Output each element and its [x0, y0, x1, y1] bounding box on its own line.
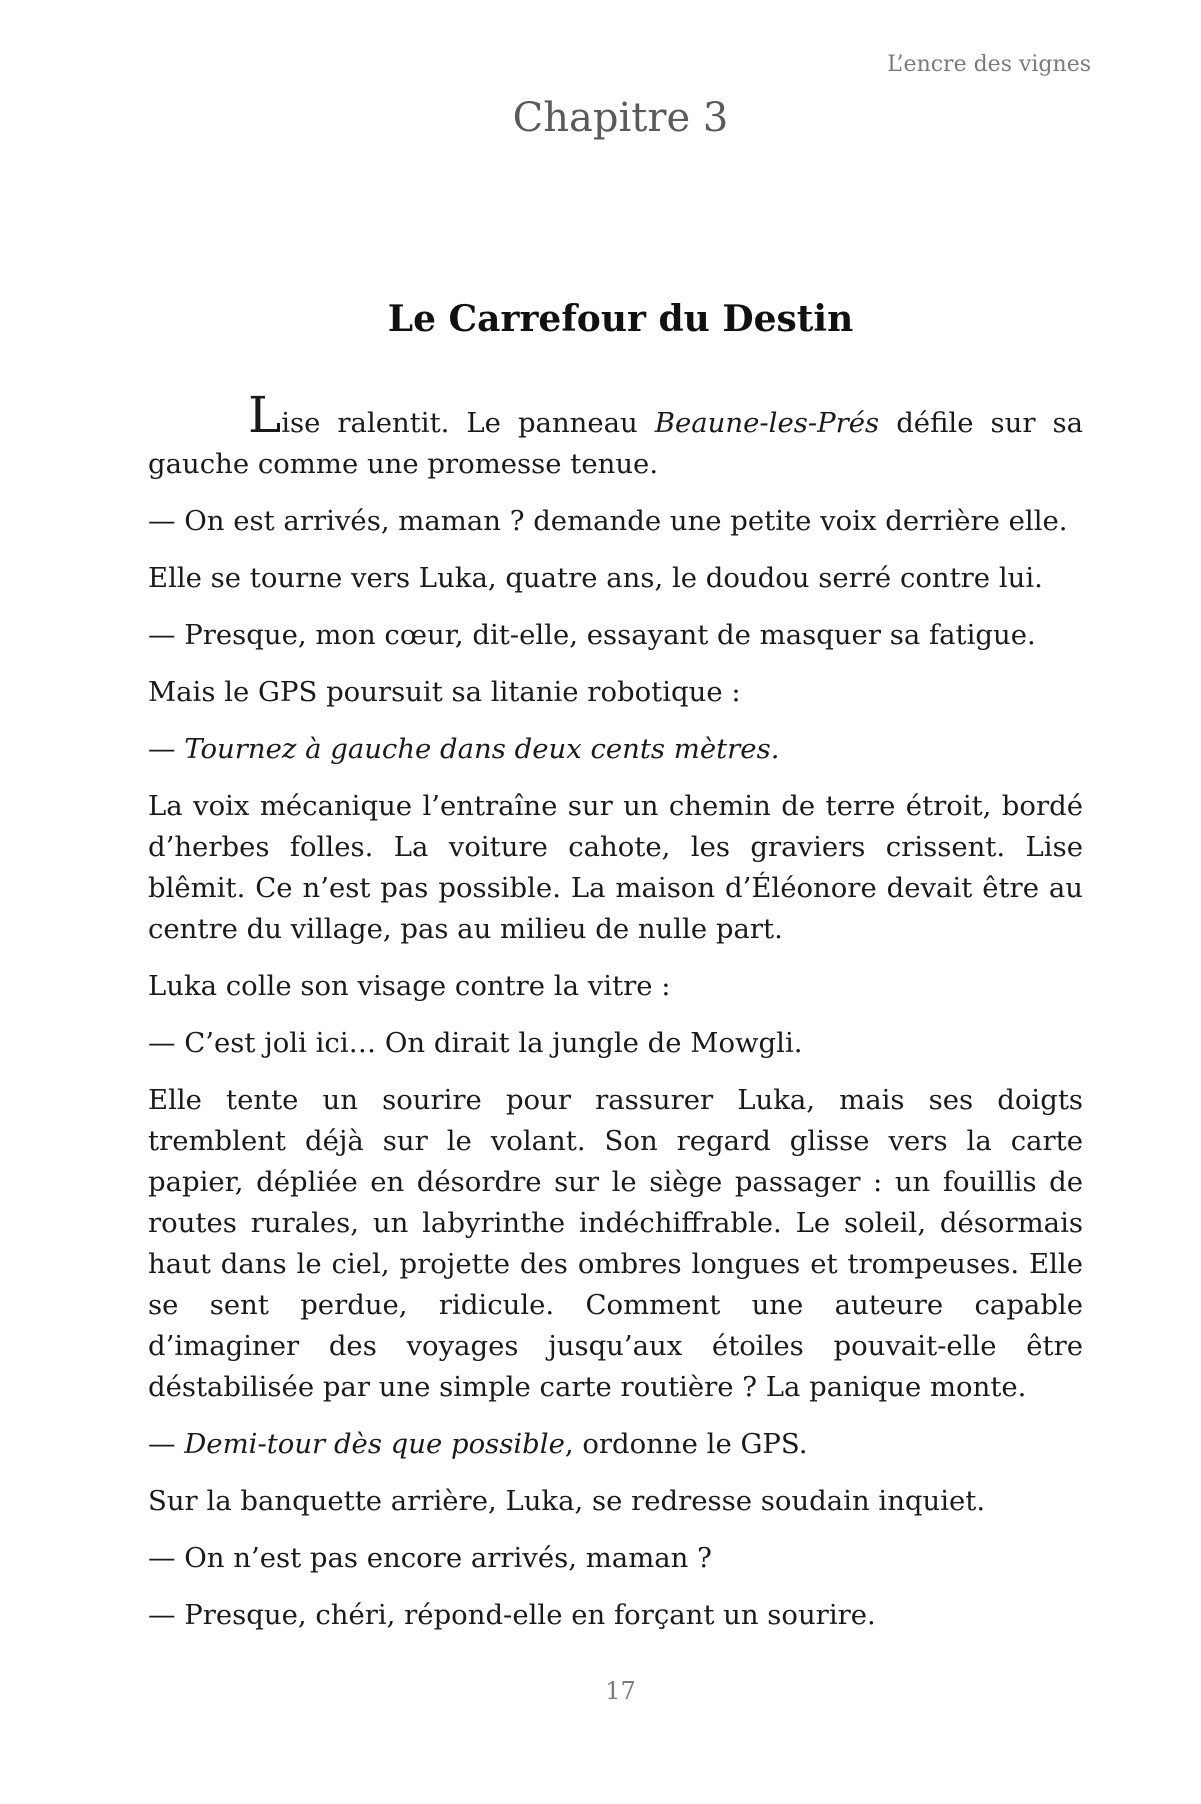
- chapter-label: Chapitre 3: [512, 95, 729, 141]
- paragraph-1-text-b: défile sur sa gauche comme une promesse tenue.: [148, 407, 1084, 480]
- paragraph-3: Elle se tourne vers Luka, quatre ans, le doudou serré contre lui.: [148, 562, 1043, 594]
- paragraph-8: Luka colle son visage contre la vitre :: [148, 970, 671, 1002]
- paragraph-14: — Presque, chéri, répond-elle en forçant un sourire.: [148, 1599, 876, 1631]
- running-header: L’encre des vignes: [887, 52, 1091, 77]
- paragraph-1: [148, 386, 1084, 485]
- dialogue-dash: —: [148, 733, 185, 765]
- drop-cap: L: [248, 386, 282, 444]
- chapter-title: Le Carrefour du Destin: [387, 298, 854, 340]
- paragraph-5: Mais le GPS poursuit sa litanie robotique :: [148, 676, 741, 708]
- paragraph-7: La voix mécanique l’entraîne sur un chemin de terre étroit, bordé d’herbes folles. La voiture cahote, les graviers crissent. Lise blêmit. Ce n’est pas possible. La maison d’Éléonore devait être au centre du village, pas au milieu de nulle part.: [148, 790, 1083, 945]
- gps-instruction: Demi-tour dès que possible: [184, 1428, 565, 1460]
- paragraph-13: — On n’est pas encore arrivés, maman ?: [148, 1542, 712, 1574]
- chapter-text: [148, 386, 1084, 1652]
- paragraph-10: Elle tente un sourire pour rassurer Luka, mais ses doigts tremblent déjà sur le volant. Son regard glisse vers la carte papier, dépliée en désordre sur le siège passager : un fouillis de routes rurales, un labyrinthe indéchiffrable. Le soleil, désormais haut dans le ciel, projette des ombres longues et trompeuses. Elle se sent perdue, ridicule. Comment une auteure capable d’imaginer des voyages jusqu’aux étoiles pouvait-elle être déstabilisée par une simple carte routière ? La panique monte.: [148, 1084, 1083, 1403]
- place-name: Beaune-les-Prés: [654, 407, 880, 439]
- paragraph-11: [148, 1424, 1083, 1465]
- page-number: 17: [605, 1677, 636, 1705]
- paragraph-9: — C’est joli ici… On dirait la jungle de Mowgli.: [148, 1027, 803, 1059]
- paragraph-4: — Presque, mon cœur, dit-elle, essayant de masquer sa fatigue.: [148, 619, 1036, 651]
- gps-instruction: Tournez à gauche dans deux cents mètres.: [184, 733, 780, 765]
- dialogue-dash: —: [148, 1428, 185, 1460]
- paragraph-11-text: , ordonne le GPS.: [564, 1428, 808, 1460]
- paragraph-1-text-a: ise ralentit. Le panneau: [281, 407, 655, 439]
- paragraph-6: [148, 729, 1083, 770]
- paragraph-12: Sur la banquette arrière, Luka, se redresse soudain inquiet.: [148, 1485, 986, 1517]
- paragraph-2: — On est arrivés, maman ? demande une petite voix derrière elle.: [148, 505, 1068, 537]
